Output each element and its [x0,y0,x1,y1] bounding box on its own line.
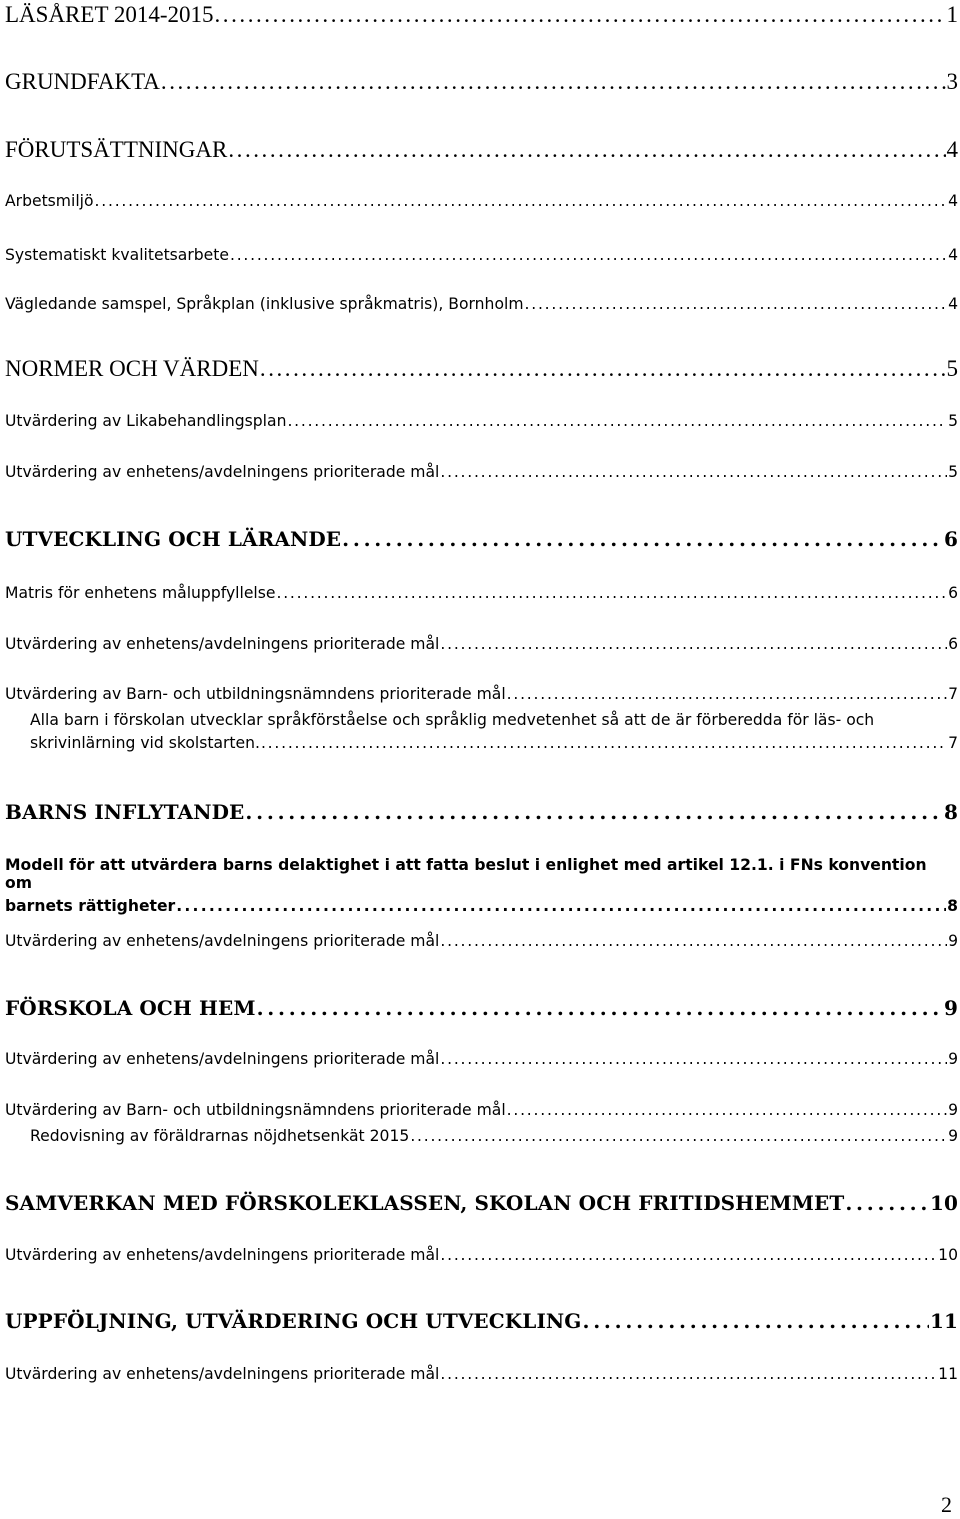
toc-entry-title: GRUNDFAKTA [5,69,160,94]
toc-entry-title: Utvärdering av enhetens/avdelningens prioriterade mål [5,1246,440,1264]
toc-entry-utvardering-enhet[interactable] [5,463,958,481]
toc-entry-title: FÖRUTSÄTTNINGAR [5,137,228,162]
toc-entry-uppfoljning[interactable] [5,1309,958,1333]
toc-entry-page: 10 [929,1191,958,1215]
toc-entry-utvardering-enhet[interactable] [5,1246,958,1264]
toc-leader-dots [440,635,947,653]
toc-entry-title: Utvärdering av enhetens/avdelningens prioriterade mål [5,1365,440,1383]
toc-entry-title: UTVECKLING OCH LÄRANDE [5,527,342,551]
toc-entry-page: 11 [938,1365,958,1383]
toc-leader-dots [215,2,946,28]
toc-leader-dots [440,1246,937,1264]
toc-entry-utvardering-enhet[interactable] [5,1365,958,1383]
toc-entry-title: Matris för enhetens måluppfyllelse [5,584,276,602]
toc-leader-dots [230,246,947,264]
toc-entry-title: Systematiskt kvalitetsarbete [5,246,229,264]
toc-entry-normer[interactable] [5,356,958,382]
toc-entry-page: 4 [948,295,958,313]
toc-entry-forutsattningar[interactable] [5,137,958,163]
toc-entry-matris[interactable] [5,584,958,602]
toc-leader-dots [245,800,943,824]
toc-leader-dots [261,734,947,752]
toc-entry-arbetsmiljo[interactable] [5,192,958,210]
toc-entry-title: Utvärdering av Barn- och utbildningsnämndens prioriterade mål [5,1101,506,1119]
toc-entry-modell[interactable] [5,856,958,915]
toc-entry-title: Utvärdering av enhetens/avdelningens prioriterade mål [5,932,440,950]
toc-entry-title: Utvärdering av enhetens/avdelningens prioriterade mål [5,1050,440,1068]
toc-entry-title: NORMER OCH VÄRDEN [5,356,259,381]
toc-entry-page: 5 [946,356,958,381]
toc-leader-dots [440,463,947,481]
toc-entry-page: 9 [948,1050,958,1068]
toc-entry-vagledande[interactable] [5,295,958,313]
toc-entry-title: Utvärdering av enhetens/avdelningens prioriterade mål [5,635,440,653]
toc-entry-systematiskt[interactable] [5,246,958,264]
toc-entry-page: 3 [946,69,958,94]
toc-leader-dots [440,1050,947,1068]
toc-entry-page: 9 [948,1101,958,1119]
toc-entry-title: FÖRSKOLA OCH HEM [5,996,256,1020]
toc-leader-dots [525,295,948,313]
toc-entry-page: 7 [948,734,958,752]
toc-entry-utveckling[interactable] [5,527,958,551]
toc-leader-dots [845,1191,929,1215]
toc-entry-samverkan[interactable] [5,1191,958,1215]
toc-entry-title-line1: Modell för att utvärdera barns delaktighet i att fatta beslut i enlighet med artikel 12.1. i FNs konvention om [5,856,927,892]
toc-entry-lasaret[interactable] [5,2,958,28]
toc-entry-title: Redovisning av föräldrarnas nöjdhetsenkät 2015 [30,1127,410,1145]
toc-entry-grundfakta[interactable] [5,69,958,95]
toc-leader-dots [176,897,946,915]
toc-entry-title-line2: barnets rättigheter [5,897,176,915]
toc-entry-page: 6 [943,527,958,551]
toc-entry-page: 10 [938,1246,958,1264]
toc-entry-title: Utvärdering av enhetens/avdelningens prioriterade mål [5,463,440,481]
toc-leader-dots [440,932,947,950]
toc-entry-page: 9 [943,996,958,1020]
toc-entry-utvardering-enhet[interactable] [5,932,958,950]
toc-leader-dots [507,1101,947,1119]
toc-entry-title-line1: Alla barn i förskolan utvecklar språkförståelse och språklig medvetenhet så att de är förberedda för läs- och [30,711,875,729]
toc-entry-utvardering-bun[interactable] [5,685,958,703]
toc-entry-page: 4 [948,246,958,264]
toc-entry-page: 4 [946,137,958,162]
toc-entry-forskola-hem[interactable] [5,996,958,1020]
toc-entry-page: 9 [948,1127,958,1145]
toc-entry-page: 6 [948,584,958,602]
toc-entry-title: BARNS INFLYTANDE [5,800,245,824]
toc-entry-title: Arbetsmiljö [5,192,94,210]
toc-leader-dots [228,137,945,163]
toc-entry-barns-inflytande[interactable] [5,800,958,824]
toc-entry-page: 8 [947,897,958,915]
toc-leader-dots [95,192,948,210]
toc-leader-dots [257,996,943,1020]
toc-entry-page: 7 [948,685,958,703]
toc-entry-title: Utvärdering av Barn- och utbildningsnämndens prioriterade mål [5,685,506,703]
toc-entry-utvardering-enhet[interactable] [5,1050,958,1068]
toc-entry-page: 11 [929,1309,958,1333]
toc-entry-title: LÄSÅRET 2014-2015 [5,2,214,27]
toc-leader-dots [440,1365,937,1383]
toc-entry-title: Vägledande samspel, Språkplan (inklusive språkmatris), Bornholm [5,295,524,313]
toc-entry-likabehandling[interactable] [5,412,958,430]
toc-leader-dots [342,527,943,551]
toc-entry-utvardering-bun[interactable] [5,1101,958,1119]
toc-leader-dots [277,584,948,602]
toc-entry-page: 1 [946,2,958,27]
toc-entry-title: Utvärdering av Likabehandlingsplan [5,412,287,430]
page-number: 2 [941,1492,952,1517]
toc-entry-alla-barn[interactable] [30,711,958,752]
toc-entry-page: 4 [948,192,958,210]
toc-entry-page: 9 [948,932,958,950]
toc-leader-dots [287,412,947,430]
toc-entry-page: 5 [948,463,958,481]
toc-leader-dots [410,1127,947,1145]
toc-entry-title-line2: skrivinlärning vid skolstarten. [30,734,260,752]
toc-leader-dots [260,356,946,382]
toc-entry-redovisning[interactable] [30,1127,958,1145]
toc-leader-dots [161,69,946,95]
toc-leader-dots [582,1309,928,1333]
toc-entry-title: SAMVERKAN MED FÖRSKOLEKLASSEN, SKOLAN OCH FRITIDSHEMMET [5,1191,845,1215]
toc-entry-page: 6 [948,635,958,653]
toc-leader-dots [507,685,947,703]
toc-entry-title: UPPFÖLJNING, UTVÄRDERING OCH UTVECKLING [5,1309,582,1333]
toc-entry-page: 8 [943,800,958,824]
toc-entry-page: 5 [948,412,958,430]
toc-entry-utvardering-enhet[interactable] [5,635,958,653]
